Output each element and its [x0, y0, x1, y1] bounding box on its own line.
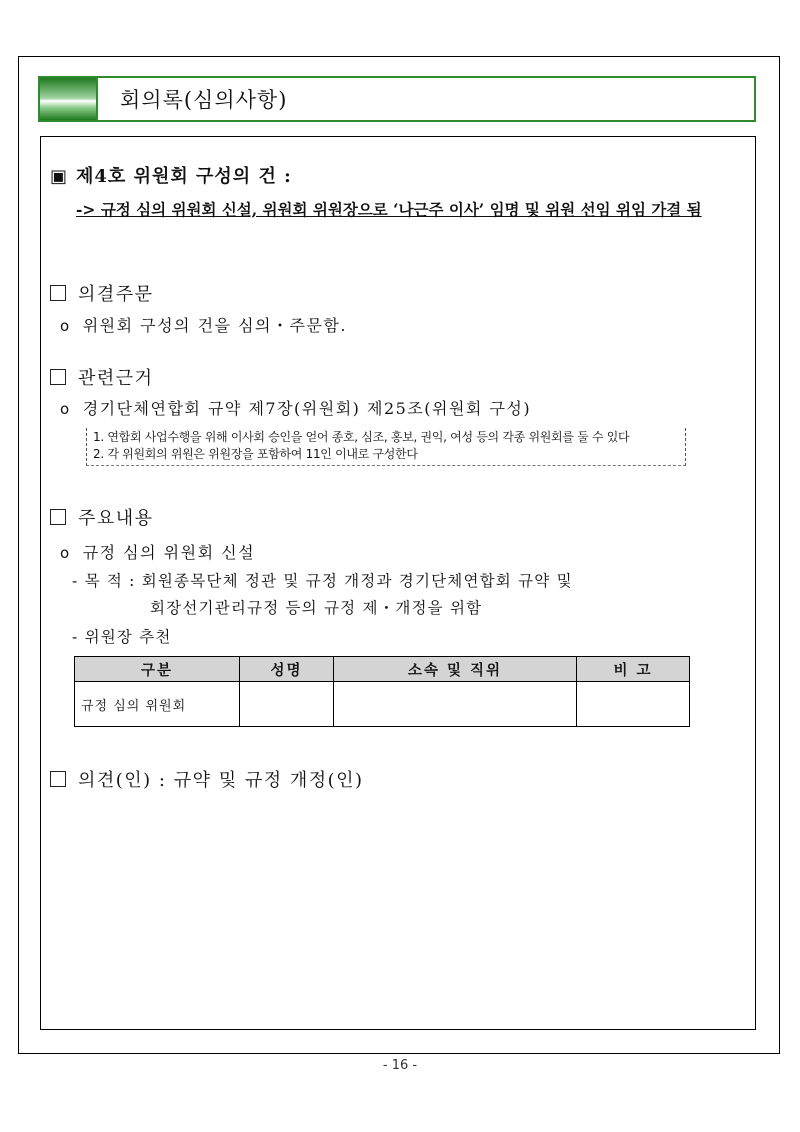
section-main: [50, 504, 154, 530]
quote-line: 1. 연합회 사업수행을 위해 이사회 승인을 얻어 종호, 심조, 홍보, 권익, 여성 등의 각종 위원회를 둘 수 있다: [93, 430, 630, 444]
section-basis: [50, 364, 154, 390]
header-bar: [38, 76, 756, 122]
header-accent: [40, 78, 98, 120]
section-heading: 관련근거: [78, 368, 154, 389]
page-number: - 16 -: [382, 1058, 418, 1073]
agenda-item-title: [50, 162, 292, 188]
item-marker: ▣: [50, 166, 69, 187]
basis-bullet: [60, 396, 531, 419]
table-cell: 규정 심의 위원회: [75, 682, 240, 727]
page-title: 회의록(심의사항): [120, 88, 288, 112]
checkbox-icon: [50, 509, 66, 525]
column-header: 소속 및 직위: [334, 657, 577, 682]
main-bullet: [60, 540, 255, 563]
quote-line: 2. 각 위원회의 위원은 위원장을 포함하여 11인 이내로 구성한다: [93, 447, 418, 461]
table-header-row: [75, 657, 690, 682]
table-row: [75, 682, 690, 727]
item-title-text: 제4호 위원회 구성의 건 :: [76, 166, 292, 187]
circle-bullet-icon: o: [60, 400, 71, 418]
chair-recommendation: - 위원장 추천: [72, 628, 172, 646]
section-heading: 의결주문: [78, 284, 154, 305]
table-cell: [334, 682, 577, 727]
section-opinion: [50, 766, 364, 792]
checkbox-icon: [50, 369, 66, 385]
circle-bullet-icon: o: [60, 317, 71, 335]
table-cell: [240, 682, 334, 727]
checkbox-icon: [50, 285, 66, 301]
bullet-text: 규정 심의 위원회 신설: [82, 543, 256, 562]
bullet-text: 위원회 구성의 건을 심의・주문함.: [82, 316, 347, 335]
section-resolution: [50, 280, 154, 306]
section-heading: 의견(인) : 규약 및 규정 개정(인): [78, 770, 364, 791]
regulation-quote: [86, 428, 686, 466]
column-header: 구분: [75, 657, 240, 682]
checkbox-icon: [50, 771, 66, 787]
column-header: 비 고: [577, 657, 690, 682]
purpose-line-1: - 목 적 : 회원종목단체 정관 및 규정 개정과 경기단체연합회 규약 및: [72, 572, 573, 590]
circle-bullet-icon: o: [60, 544, 71, 562]
section-heading: 주요내용: [78, 508, 154, 529]
agenda-item-result: -> 규정 심의 위원회 신설, 위원회 위원장으로 ‘나근주 이사’ 임명 및 위원 선임 위임 가결 됨: [76, 200, 702, 219]
resolution-bullet: [60, 313, 347, 336]
table-cell: [577, 682, 690, 727]
bullet-text: 경기단체연합회 규약 제7장(위원회) 제25조(위원회 구성): [82, 399, 532, 418]
column-header: 성명: [240, 657, 334, 682]
purpose-line-2: 회장선기관리규정 등의 규정 제・개정을 위함: [150, 599, 483, 617]
committee-table: [74, 656, 690, 727]
